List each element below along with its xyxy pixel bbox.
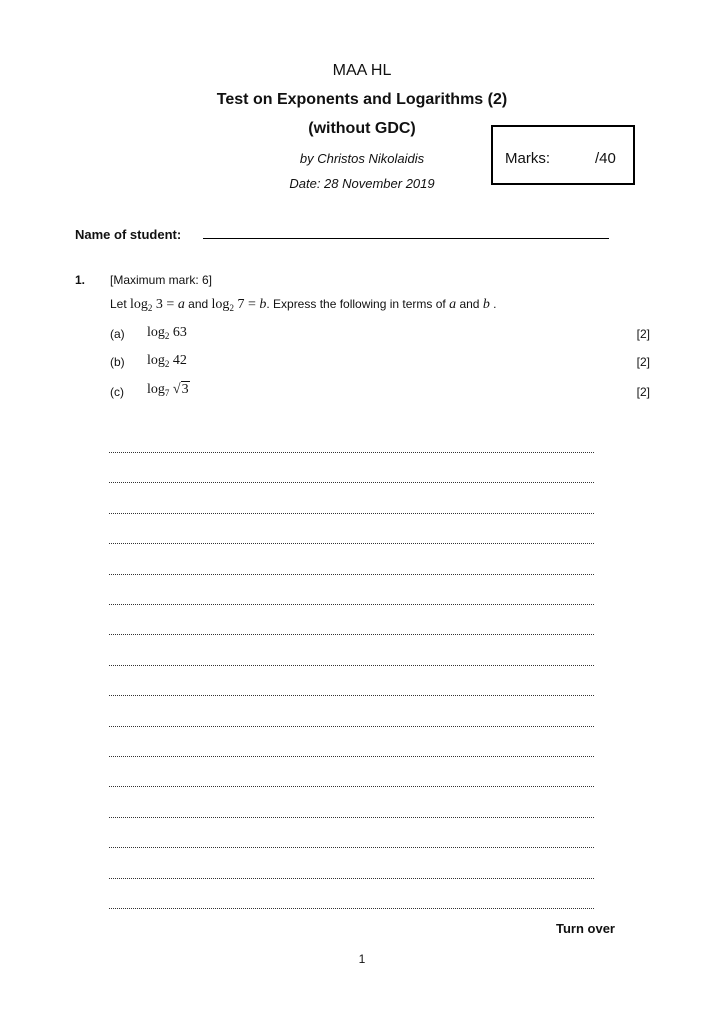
given-expression-1: $\log_2 3 = a$ <box>130 297 185 313</box>
marks-box <box>491 125 635 185</box>
part-c-label: (c) <box>110 385 124 399</box>
answer-line[interactable] <box>109 574 594 575</box>
marks-total: /40 <box>595 150 616 167</box>
answer-line[interactable] <box>109 908 594 909</box>
answer-line[interactable] <box>109 604 594 605</box>
turn-over-label: Turn over <box>556 921 615 936</box>
answer-line[interactable] <box>109 726 594 727</box>
answer-line[interactable] <box>109 482 594 483</box>
part-b-expression: $\log_2 42$ <box>147 353 187 369</box>
answer-line[interactable] <box>109 847 594 848</box>
square-root-icon: √3 <box>172 382 189 397</box>
part-a-expression: $\log_2 63$ <box>147 325 187 341</box>
page-number: 1 <box>358 952 366 966</box>
answer-line[interactable] <box>109 513 594 514</box>
course-title: MAA HL <box>332 62 392 79</box>
answer-line[interactable] <box>109 786 594 787</box>
intro-express: . Express the following in terms of <box>266 297 446 311</box>
answer-line[interactable] <box>109 543 594 544</box>
part-c-marks: [2] <box>636 385 650 399</box>
question-number: 1. <box>75 273 86 287</box>
variable-a: a <box>449 297 457 312</box>
test-title: Test on Exponents and Logarithms (2) <box>216 91 508 108</box>
intro-let: Let <box>110 297 127 311</box>
answer-line[interactable] <box>109 817 594 818</box>
part-b-marks: [2] <box>636 355 650 369</box>
answer-line[interactable] <box>109 756 594 757</box>
answer-line[interactable] <box>109 695 594 696</box>
test-subtitle: (without GDC) <box>308 120 416 137</box>
question-max-mark: [Maximum mark: 6] <box>110 273 213 287</box>
date-line: Date: 28 November 2019 <box>289 176 435 191</box>
intro-end: . <box>493 297 497 311</box>
marks-label: Marks: <box>505 150 550 167</box>
student-name-label: Name of student: <box>75 227 182 242</box>
student-name-line[interactable] <box>203 238 609 239</box>
part-b-label: (b) <box>110 355 125 369</box>
author-line: by Christos Nikolaidis <box>299 151 425 166</box>
variable-b: b <box>482 297 490 312</box>
answer-line[interactable] <box>109 665 594 666</box>
intro-and-2: and <box>459 297 480 311</box>
part-c-expression: $\log_7 √3$ <box>147 382 189 398</box>
answer-line[interactable] <box>109 878 594 879</box>
question-intro <box>110 297 497 313</box>
part-a-label: (a) <box>110 327 125 341</box>
answer-line[interactable] <box>109 452 594 453</box>
answer-line[interactable] <box>109 634 594 635</box>
given-expression-2: $\log_2 7 = b$ <box>211 297 267 313</box>
part-a-marks: [2] <box>636 327 650 341</box>
intro-and-1: and <box>188 297 209 311</box>
